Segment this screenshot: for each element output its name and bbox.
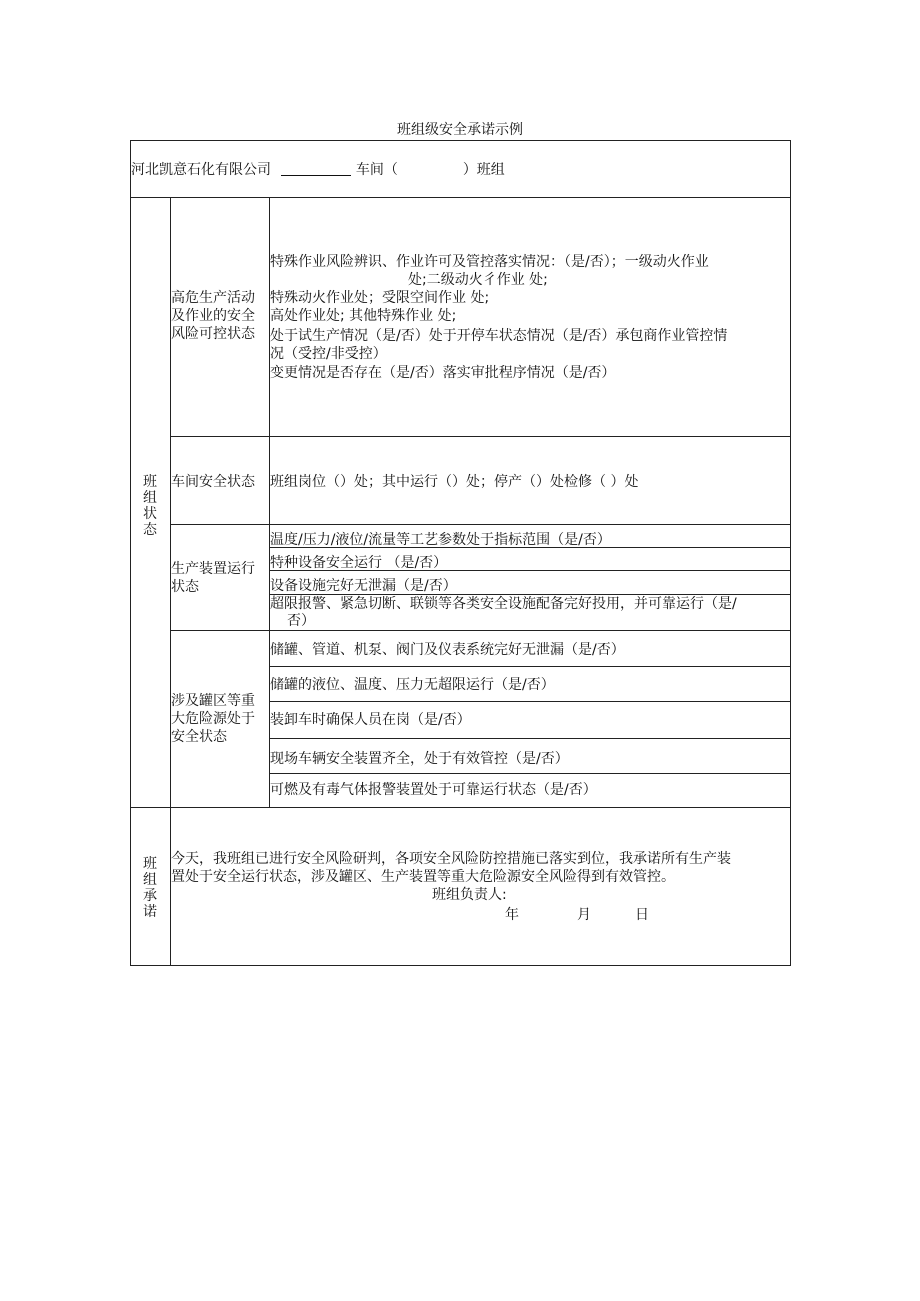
team-blank[interactable] [402, 162, 458, 176]
company-name: 河北凯意石化有限公司 [131, 162, 271, 178]
workshop-label: 车间（ [355, 162, 398, 178]
content-line: 储罐的液位、温度、压力无超限运行（是/否） [270, 677, 555, 693]
section-status-label: 班 组 状 态 [143, 474, 157, 538]
workshop-blank[interactable] [281, 161, 351, 176]
content-line: 高处作业处; 其他特殊作业 处; [270, 308, 457, 324]
row-workshop-label: 车间安全状态 [171, 474, 255, 490]
content-line: 超限报警、紧急切断、联锁等各类安全设施配备完好投用，并可靠运行（是/ [270, 596, 737, 612]
promise-text-line: 置处于安全运行状态，涉及罐区、生产装置等重大危险源安全风险得到有效管控。 [171, 869, 675, 885]
section-promise-label: 班 组 承 诺 [143, 856, 157, 920]
row-high-risk-label: 高危生产活动 及作业的安全 风险可控状态 [171, 290, 255, 342]
content-line: 特殊动火作业处；受限空间作业 处; [270, 290, 490, 306]
content-line: 处;二级动火彳作业 处; [408, 272, 548, 288]
row-device-label: 生产装置运行 状态 [171, 561, 255, 595]
date-year: 年 [505, 907, 519, 923]
header-line [131, 161, 505, 179]
content-line: 班组岗位（）处；其中运行（）处；停产（）处检修（ ）处 [270, 474, 639, 490]
content-line: 设备设施完好无泄漏（是/否） [270, 578, 457, 594]
document-title: 班组级安全承诺示例 [397, 122, 523, 138]
content-line: 可燃及有毒气体报警装置处于可靠运行状态（是/否） [270, 782, 597, 798]
date-month: 月 [577, 907, 591, 923]
signer-label: 班组负责人: [432, 887, 507, 903]
row-tank-label: 涉及罐区等重 大危险源处于 安全状态 [171, 693, 255, 745]
content-line: 变更情况是否存在（是/否）落实审批程序情况（是/否） [270, 365, 616, 381]
date-day: 日 [635, 907, 649, 923]
content-line: 特种设备安全运行 （是/否） [270, 555, 448, 571]
content-line: 储罐、管道、机泵、阀门及仪表系统完好无泄漏（是/否） [270, 642, 625, 658]
content-line: 现场车辆安全装置齐全，处于有效管控（是/否） [270, 751, 569, 767]
content-line: 处于试生产情况（是/否）处于开停车状态情况（是/否）承包商作业管控情 [270, 328, 728, 344]
team-label: ）班组 [462, 162, 505, 178]
content-line: 否） [287, 613, 315, 629]
content-line: 温度/压力/液位/流量等工艺参数处于指标范围（是/否） [270, 532, 611, 548]
content-line: 特殊作业风险辨识、作业许可及管控落实情况：（是/否）；一级动火作业 [270, 254, 709, 270]
promise-text-line: 今天，我班组已进行安全风险研判，各项安全风险防控措施已落实到位，我承诺所有生产装 [171, 851, 731, 867]
content-line: 况（受控/非受控） [270, 346, 387, 362]
content-line: 装卸车时确保人员在岗（是/否） [270, 712, 471, 728]
